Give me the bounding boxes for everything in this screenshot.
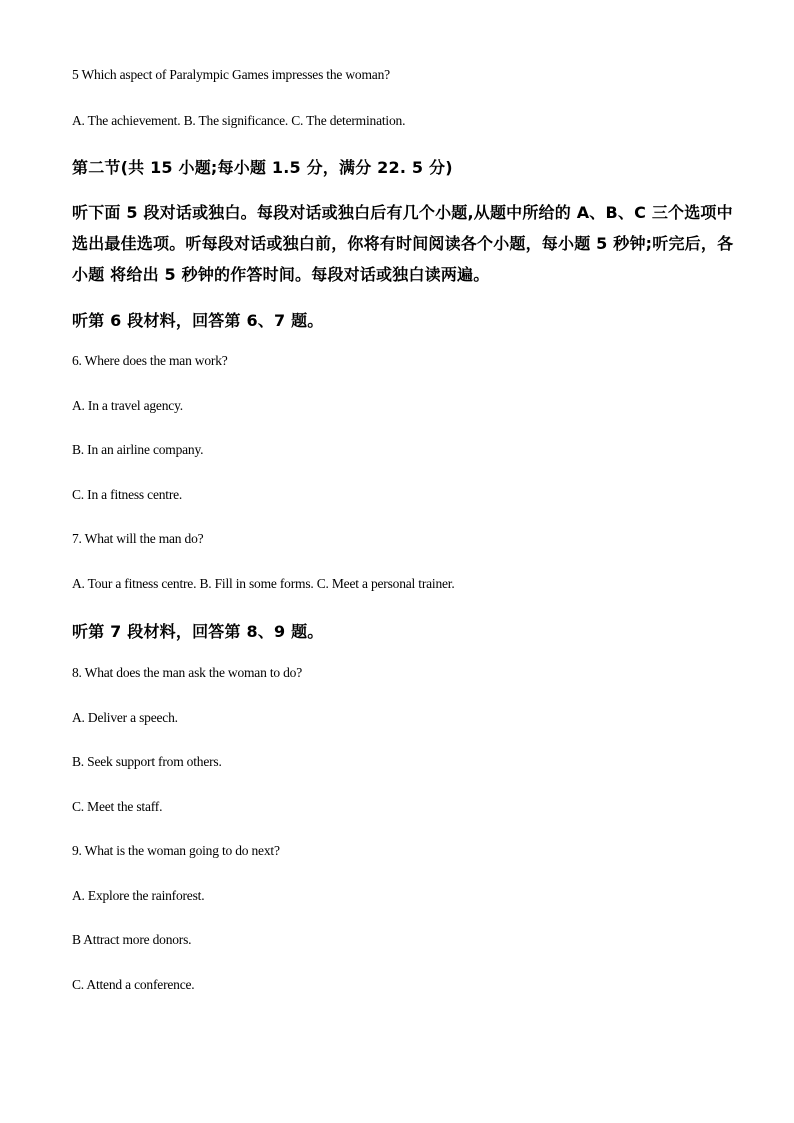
instructions-line-2: 选出最佳选项。听每段对话或独白前，你将有时间阅读各个小题，每小题 5 秒钟;听完后，各 bbox=[72, 234, 734, 253]
question-6: 6. Where does the man work? bbox=[72, 353, 228, 368]
question-5: 5 Which aspect of Paralympic Games impresses the woman? bbox=[72, 67, 390, 82]
section-heading: 第二节(共 15 小题;每小题 1.5 分，满分 22. 5 分) bbox=[72, 158, 453, 177]
group-6-heading: 听第 6 段材料，回答第 6、7 题。 bbox=[72, 311, 324, 330]
question-8-option-a: A. Deliver a speech. bbox=[72, 710, 178, 725]
question-9: 9. What is the woman going to do next? bbox=[72, 843, 280, 858]
question-6-option-a: A. In a travel agency. bbox=[72, 398, 183, 413]
question-7: 7. What will the man do? bbox=[72, 531, 204, 546]
question-5-options: A. The achievement. B. The significance. C. The determination. bbox=[72, 113, 406, 128]
question-9-option-a: A. Explore the rainforest. bbox=[72, 888, 205, 903]
question-9-option-b: B Attract more donors. bbox=[72, 932, 192, 947]
question-6-option-c: C. In a fitness centre. bbox=[72, 487, 183, 502]
instructions-line-1: 听下面 5 段对话或独白。每段对话或独白后有几个小题,从题中所给的 A、B、C 三个选项中 bbox=[72, 203, 733, 222]
instructions-line-3: 小题 将给出 5 秒钟的作答时间。每段对话或独白读两遍。 bbox=[72, 265, 490, 284]
group-7-heading: 听第 7 段材料，回答第 8、9 题。 bbox=[72, 622, 324, 641]
question-6-option-b: B. In an airline company. bbox=[72, 442, 204, 457]
question-9-option-c: C. Attend a conference. bbox=[72, 977, 195, 992]
question-8-option-b: B. Seek support from others. bbox=[72, 754, 222, 769]
question-7-options: A. Tour a fitness centre. B. Fill in some forms. C. Meet a personal trainer. bbox=[72, 576, 455, 591]
question-8: 8. What does the man ask the woman to do? bbox=[72, 665, 302, 680]
question-8-option-c: C. Meet the staff. bbox=[72, 799, 163, 814]
